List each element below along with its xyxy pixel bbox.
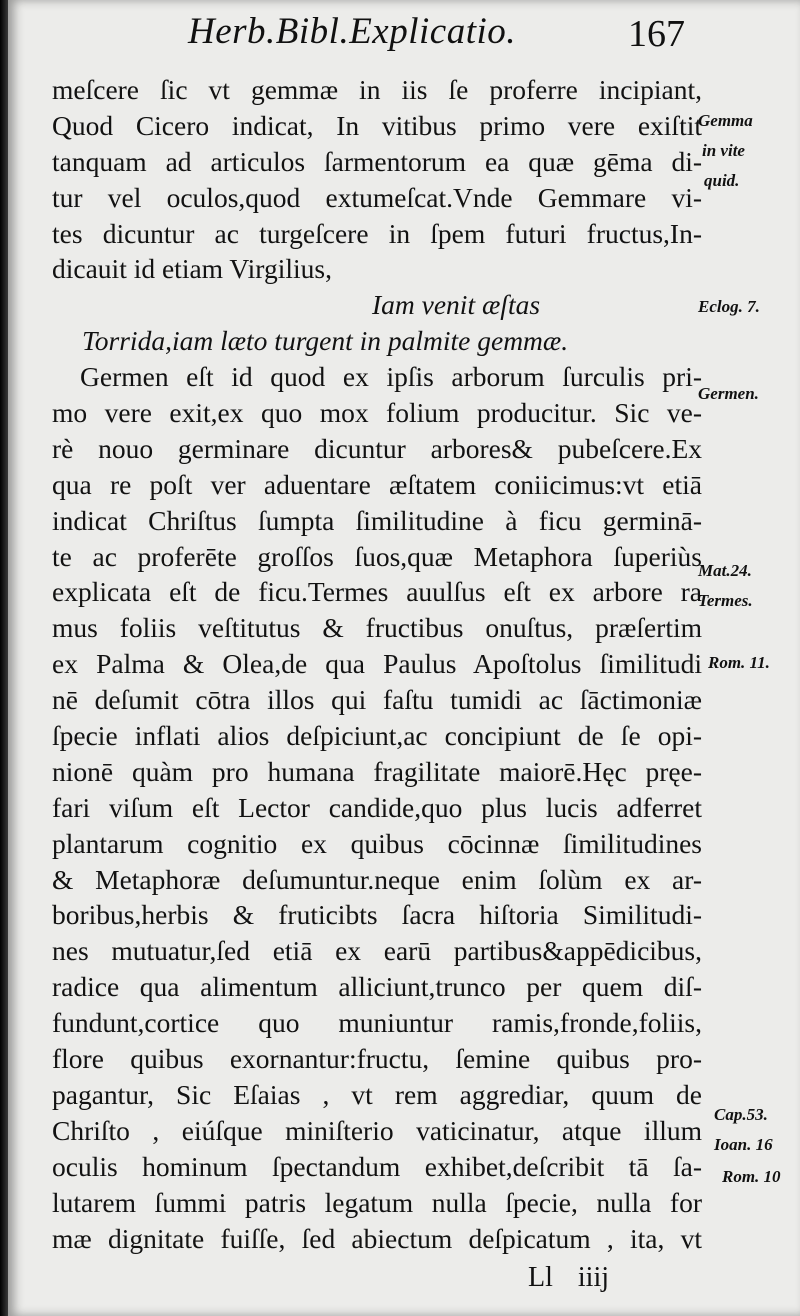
text-line: nes mutuatur,ſed etiā ex earū partibus&appēdicibus, bbox=[52, 935, 702, 967]
text-line: boribus,herbis & fruticibts ſacra hiſtoria Similitudi- bbox=[52, 899, 702, 931]
text-line: fundunt,cortice quo muniuntur ramis,fronde,foliis, bbox=[52, 1007, 702, 1039]
margin-note: Germen. bbox=[698, 384, 759, 403]
text-line: Chriſto , eiúſque miniſterio vaticinatur, atque illum bbox=[52, 1114, 702, 1146]
text-line: Quod Cicero indicat, In vitibus primo vere exiſtit bbox=[52, 109, 702, 141]
margin-note: in vite bbox=[702, 141, 745, 160]
margin-note: Gemma bbox=[698, 111, 753, 130]
margin-note: Ioan. 16 bbox=[714, 1135, 773, 1154]
running-title: Herb.Bibl.Explicatio. bbox=[188, 11, 517, 52]
text-line: radice qua alimentum alliciunt,trunco per quem diſ- bbox=[52, 971, 702, 1003]
text-line: explicata eſt de ficu.Termes auulſus eſt ex arbore ra bbox=[52, 576, 702, 608]
margin-note: Rom. 10 bbox=[722, 1167, 781, 1186]
text-line: meſcere ſic vt gemmæ in iis ſe proferre incipiant, bbox=[52, 74, 702, 105]
signature-mark: Ll iiij bbox=[528, 1262, 609, 1293]
margin-notes bbox=[698, 0, 800, 1316]
book-page bbox=[8, 0, 800, 1316]
text-line: ex Palma & Olea,de qua Paulus Apoſtolus ſimilitudi bbox=[52, 648, 702, 680]
text-line: nē deſumit cōtra illos qui faſtu tumidi ac ſāctimoniæ bbox=[52, 684, 702, 716]
text-line: tanquam ad articulos ſarmentorum ea quæ gēma di- bbox=[52, 145, 702, 177]
margin-note: Eclog. 7. bbox=[698, 297, 760, 316]
text-line: rè nouo germinare dicuntur arbores& pubeſcere.Ex bbox=[52, 432, 702, 464]
text-line: flore quibus exornantur:fructu, ſemine quibus pro- bbox=[52, 1043, 702, 1075]
text-line: lutarem ſummi patris legatum nulla ſpecie, nulla for bbox=[52, 1186, 702, 1218]
page-number: 167 bbox=[628, 13, 685, 55]
text-line: indicat Chriſtus ſumpta ſimilitudine à ficu germinā- bbox=[52, 504, 702, 536]
text-line: fari viſum eſt Lector candide,quo plus lucis adferret bbox=[52, 791, 702, 823]
text-line: tes dicuntur ac turgeſcere in ſpem futuri fructus,In- bbox=[52, 217, 702, 249]
body-text bbox=[52, 72, 702, 1256]
margin-note: Mat.24. bbox=[698, 561, 752, 580]
margin-note: Termes. bbox=[698, 591, 753, 610]
margin-note: Cap.53. bbox=[714, 1105, 768, 1124]
text-line: mus foliis veſtitutus & fructibus onuſtus, præſertim bbox=[52, 612, 702, 644]
paragraph-start: Germen eſt id quod ex ipſis arborum ſurculis pri- bbox=[80, 361, 702, 393]
margin-note: Rom. 11. bbox=[708, 653, 770, 672]
text-line: ſpecie inflati alios deſpiciunt,ac concipiunt de ſe opi- bbox=[52, 720, 702, 752]
text-line: plantarum cognitio ex quibus cōcinnæ ſimilitudines bbox=[52, 827, 702, 859]
text-line: dicauit id etiam Virgilius, bbox=[52, 253, 332, 285]
text-line: & Metaphoræ deſumuntur.neque enim ſolùm ex ar- bbox=[52, 863, 702, 895]
text-line: te ac proferēte groſſos ſuos,quæ Metaphora ſuperiùs bbox=[52, 540, 702, 572]
book-gutter bbox=[0, 0, 8, 1316]
text-line: pagantur, Sic Eſaias , vt rem aggrediar, quum de bbox=[52, 1078, 702, 1110]
text-line: nionē quàm pro humana fragilitate maiorē.Hęc pręe- bbox=[52, 755, 702, 787]
verse-line: Torrida,iam læto turgent in palmite gemmæ. bbox=[82, 325, 569, 357]
text-line: qua re poſt ver aduentare æſtatem coniicimus:vt etiā bbox=[52, 468, 702, 500]
running-head bbox=[188, 10, 688, 60]
verse-line: Iam venit æſtas bbox=[372, 289, 541, 321]
margin-note: quid. bbox=[704, 171, 740, 190]
text-line: mo vere exit,ex quo mox folium producitur. Sic ve- bbox=[52, 397, 702, 429]
text-line: tur vel oculos,quod extumeſcat.Vnde Gemmare vi- bbox=[52, 181, 702, 213]
text-line: mæ dignitate fuiſſe, ſed abiectum deſpicatum , ita, vt bbox=[52, 1222, 702, 1254]
text-line: oculis hominum ſpectandum exhibet,deſcribit tā ſa- bbox=[52, 1150, 702, 1182]
